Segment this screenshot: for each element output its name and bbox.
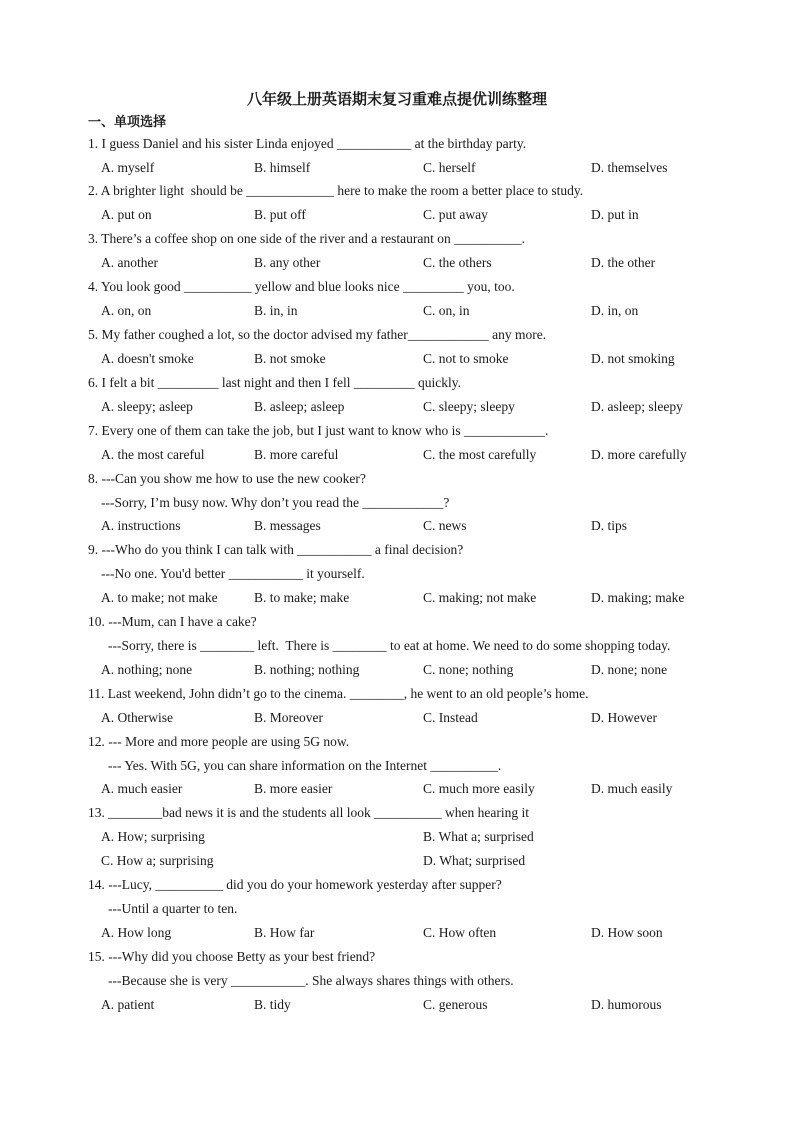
question-2-option-d[interactable]: D. put in [591,207,639,222]
question-11-option-c[interactable]: C. Instead [423,710,478,725]
question-13-stem: 13. ________bad news it is and the students all look __________ when hearing it [88,805,529,820]
question-7-option-b[interactable]: B. more careful [254,447,339,462]
question-4-stem: 4. You look good __________ yellow and blue looks nice _________ you, too. [88,279,515,294]
question-5-option-a[interactable]: A. doesn't smoke [101,351,194,366]
question-15-option-b[interactable]: B. tidy [254,997,291,1012]
question-12-stem: 12. --- More and more people are using 5G now. [88,734,350,749]
question-6-option-c[interactable]: C. sleepy; sleepy [423,399,515,414]
question-3-option-c[interactable]: C. the others [423,255,492,270]
question-7-option-a[interactable]: A. the most careful [101,447,205,462]
question-9-option-b[interactable]: B. to make; make [254,590,350,605]
question-12-stem-line-2: --- Yes. With 5G, you can share information on the Internet __________. [108,758,502,773]
question-1-option-c[interactable]: C. herself [423,160,476,175]
question-15-option-d[interactable]: D. humorous [591,997,662,1012]
question-6-option-a[interactable]: A. sleepy; asleep [101,399,193,414]
question-8-option-a[interactable]: A. instructions [101,518,181,533]
question-13-option-c[interactable]: C. How a; surprising [101,853,214,868]
question-9-option-c[interactable]: C. making; not make [423,590,537,605]
question-8-option-c[interactable]: C. news [423,518,467,533]
question-4-option-b[interactable]: B. in, in [254,303,298,318]
question-6-option-d[interactable]: D. asleep; sleepy [591,399,683,414]
question-10-stem: 10. ---Mum, can I have a cake? [88,614,257,629]
question-11-stem: 11. Last weekend, John didn’t go to the cinema. ________, he went to an old people’s home. [88,686,589,701]
question-4-option-a[interactable]: A. on, on [101,303,152,318]
question-9-option-a[interactable]: A. to make; not make [101,590,218,605]
question-1-option-a[interactable]: A. myself [101,160,155,175]
question-12-option-d[interactable]: D. much easily [591,781,673,796]
question-8-stem: 8. ---Can you show me how to use the new cooker? [88,471,366,486]
question-8-option-d[interactable]: D. tips [591,518,628,533]
question-12-option-a[interactable]: A. much easier [101,781,183,796]
question-4-option-c[interactable]: C. on, in [423,303,470,318]
question-11-option-a[interactable]: A. Otherwise [101,710,173,725]
question-13-option-b[interactable]: B. What a; surprised [423,829,534,844]
question-2-option-b[interactable]: B. put off [254,207,306,222]
question-14-stem: 14. ---Lucy, __________ did you do your homework yesterday after supper? [88,877,502,892]
question-9-option-d[interactable]: D. making; make [591,590,685,605]
question-3-stem: 3. There’s a coffee shop on one side of the river and a restaurant on __________. [88,231,525,246]
question-5-option-b[interactable]: B. not smoke [254,351,326,366]
question-14-option-d[interactable]: D. How soon [591,925,663,940]
question-2-stem: 2. A brighter light should be _____________ here to make the room a better place to study. [88,183,584,198]
question-11-option-d[interactable]: D. However [591,710,657,725]
page-title: 八年级上册英语期末复习重难点提优训练整理 [246,90,547,108]
section-heading: 一、单项选择 [88,115,167,130]
question-10-option-a[interactable]: A. nothing; none [101,662,193,677]
question-1-option-b[interactable]: B. himself [254,160,311,175]
question-5-option-c[interactable]: C. not to smoke [423,351,509,366]
question-14-option-a[interactable]: A. How long [101,925,172,940]
question-12-option-c[interactable]: C. much more easily [423,781,535,796]
question-5-option-d[interactable]: D. not smoking [591,351,675,366]
question-14-option-b[interactable]: B. How far [254,925,315,940]
question-6-option-b[interactable]: B. asleep; asleep [254,399,345,414]
question-1-option-d[interactable]: D. themselves [591,160,668,175]
question-9-stem-line-2: ---No one. You'd better ___________ it yourself. [101,566,365,581]
question-10-option-d[interactable]: D. none; none [591,662,668,677]
question-8-option-b[interactable]: B. messages [254,518,321,533]
question-9-stem: 9. ---Who do you think I can talk with ___________ a final decision? [88,542,464,557]
question-12-option-b[interactable]: B. more easier [254,781,333,796]
question-4-option-d[interactable]: D. in, on [591,303,639,318]
question-6-stem: 6. I felt a bit _________ last night and then I fell _________ quickly. [88,375,461,390]
question-8-stem-line-2: ---Sorry, I’m busy now. Why don’t you read the ____________? [101,495,450,510]
question-15-option-c[interactable]: C. generous [423,997,488,1012]
question-1-stem: 1. I guess Daniel and his sister Linda enjoyed ___________ at the birthday party. [88,136,527,151]
question-3-option-d[interactable]: D. the other [591,255,656,270]
question-7-option-d[interactable]: D. more carefully [591,447,687,462]
question-2-option-a[interactable]: A. put on [101,207,152,222]
question-14-stem-line-2: ---Until a quarter to ten. [108,901,238,916]
question-14-option-c[interactable]: C. How often [423,925,497,940]
question-13-option-d[interactable]: D. What; surprised [423,853,526,868]
question-3-option-a[interactable]: A. another [101,255,158,270]
question-7-option-c[interactable]: C. the most carefully [423,447,537,462]
question-15-option-a[interactable]: A. patient [101,997,155,1012]
question-15-stem-line-2: ---Because she is very ___________. She always shares things with others. [108,973,514,988]
question-10-option-b[interactable]: B. nothing; nothing [254,662,360,677]
question-11-option-b[interactable]: B. Moreover [254,710,323,725]
question-13-option-a[interactable]: A. How; surprising [101,829,205,844]
question-10-stem-line-2: ---Sorry, there is ________ left. There is ________ to eat at home. We need to do some shopping today. [108,638,671,653]
question-15-stem: 15. ---Why did you choose Betty as your best friend? [88,949,376,964]
question-5-stem: 5. My father coughed a lot, so the doctor advised my father____________ any more. [88,327,547,342]
question-3-option-b[interactable]: B. any other [254,255,321,270]
question-10-option-c[interactable]: C. none; nothing [423,662,514,677]
question-2-option-c[interactable]: C. put away [423,207,488,222]
question-7-stem: 7. Every one of them can take the job, but I just want to know who is ____________. [88,423,549,438]
